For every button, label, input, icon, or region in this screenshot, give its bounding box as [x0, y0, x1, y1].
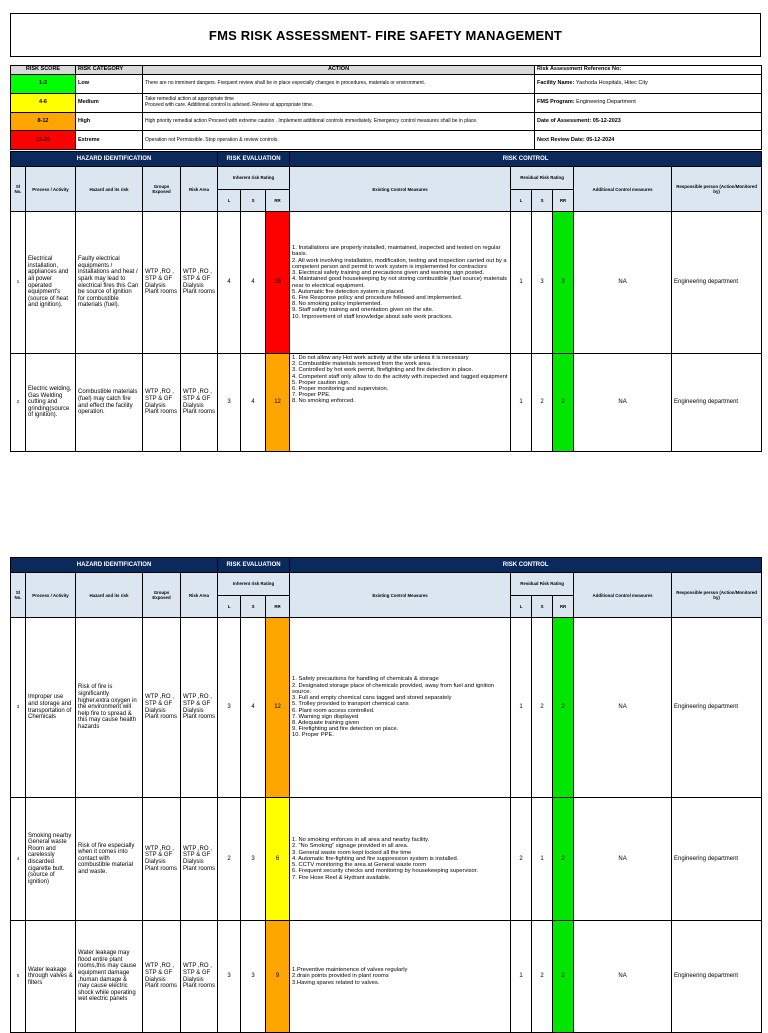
header-s: S: [241, 189, 266, 212]
info-reference: Risk Assessment Reference No:: [535, 66, 762, 75]
row-process: Improper use and storage and transportation of Chemicals: [26, 618, 76, 798]
row-responsible: Engineering department: [672, 618, 762, 798]
header-sl-no: Sl No.: [11, 573, 26, 618]
row-rr: 16: [266, 212, 290, 354]
row-process: Electric welding, Gas Welding cutting and grinding(source of ignition).: [26, 354, 76, 452]
row-hazard: Risk of fire especially when it comes into contact with combustible material and waste.: [76, 798, 143, 921]
row-sl: 5: [11, 921, 26, 1033]
legend-action-medium: Take remedial action at appropriate time Proceed with care. Additional control is advised. Review at appropriate time.: [143, 93, 535, 112]
header-process: Process / Activity: [26, 167, 76, 212]
row-responsible: Engineering department: [672, 354, 762, 452]
row-sl: 1: [11, 212, 26, 354]
risk-table-1: [10, 151, 762, 452]
legend-score-high: 8-12: [11, 112, 76, 131]
row-controls: 1.Preventive maintenence of valves regularly 2.drain points provided in plant rooms 3.Having spares related to valves.: [290, 921, 511, 1033]
header-residual-s: S: [532, 595, 553, 618]
row-rr: 12: [266, 618, 290, 798]
row-rr: 6: [266, 798, 290, 921]
row-area: WTP ,RO , STP & GF Dialysis Plant rooms: [181, 618, 218, 798]
row-residual-l: 1: [511, 618, 532, 798]
header-responsible: Responsible person (Action/Monitored by): [672, 167, 762, 212]
header-residual: Residual Risk Rating: [511, 167, 574, 190]
row-controls: 1. Do not allow any Hot work activity at the site unless it is necessary 2. Combustible materials removed from the work area. 3. Controlled by hot work permit, firefighting and fire detection in place. 4. Competent staff only allow to do the activity with inspected and tagged equipment 5. Proper caution sign. 6. Proper monitoring and supervision. 7. Proper PPE. 8. No smoking enforced.: [290, 354, 511, 452]
row-residual-rr: 2: [553, 921, 574, 1033]
header-area: Risk Area: [181, 573, 218, 618]
legend-action-extreme: Operation not Permissible. Stop operation & review controls.: [143, 131, 535, 150]
info-facility: Facility Name: Yashoda Hospitals, Hitec City: [535, 75, 762, 94]
row-l: 3: [218, 921, 241, 1033]
header-hazard: Hazard and its risk: [76, 573, 143, 618]
header-hazard-identification: HAZARD IDENTIFICATION: [11, 152, 218, 167]
table-row: [11, 921, 762, 1033]
row-hazard: Risk of fire is significantly higher.extra oxygen in the environment will help fire to spread & this may cause health hazards: [76, 618, 143, 798]
header-responsible: Responsible person (Action/Monitored by): [672, 573, 762, 618]
header-l: L: [218, 595, 241, 618]
header-existing: Existing Control Measures: [290, 573, 511, 618]
row-responsible: Engineering department: [672, 921, 762, 1033]
row-area: WTP ,RO , STP & GF Dialysis Plant rooms: [181, 798, 218, 921]
row-residual-s: 2: [532, 354, 553, 452]
row-residual-s: 3: [532, 212, 553, 354]
header-residual-rr: RR: [553, 189, 574, 212]
page-title: FMS RISK ASSESSMENT- FIRE SAFETY MANAGEMENT: [10, 13, 761, 57]
table-row: [11, 618, 762, 798]
header-residual-s: S: [532, 189, 553, 212]
row-residual-rr: 2: [553, 618, 574, 798]
row-responsible: Engineering department: [672, 212, 762, 354]
legend-action-high: High priority remedial action Proceed with extreme caution . Implement additional controls immediately. Emergency control measures shall be in place.: [143, 112, 535, 131]
row-groups: WTP ,RO , STP & GF Dialysis Plant rooms: [143, 798, 181, 921]
row-controls: 1. Safety precautions for handling of chemicals & storage 2. Designated storage place of chemicals provided, away from fuel and ignition source. 3. Full and empty chemical cans tagged and stored separately 5. Trolley provided to transport chemical cans 6. Plant room access controlled. 7. Warning sign displayed 8. Adequate training given 9. Firefighting and fire detection on place. 10. Proper PPE.: [290, 618, 511, 798]
table-row: [11, 212, 762, 354]
row-l: 3: [218, 618, 241, 798]
header-inherent: Inherent risk Rating: [218, 167, 290, 190]
row-hazard: Combustible materials (fuel) may catch fire and effect the facility operation.: [76, 354, 143, 452]
row-rr: 12: [266, 354, 290, 452]
row-process: Electrical installation, appliances and all power operated equipment's (source of heat and ignition).: [26, 212, 76, 354]
header-residual-l: L: [511, 595, 532, 618]
legend-category-extreme: Extreme: [76, 131, 143, 150]
row-area: WTP ,RO , STP & GF Dialysis Plant rooms: [181, 354, 218, 452]
row-sl: 3: [11, 618, 26, 798]
info-date-assessment: Date of Assessment: 05-12-2023: [535, 112, 762, 131]
info-next-review: Next Review Date: 05-12-2024: [535, 131, 762, 150]
header-groups: Groups Exposed: [143, 167, 181, 212]
row-s: 4: [241, 212, 266, 354]
row-residual-s: 2: [532, 618, 553, 798]
table-row: [11, 798, 762, 921]
risk-table-2: [10, 557, 762, 1033]
header-hazard-identification: HAZARD IDENTIFICATION: [11, 558, 218, 573]
header-rr: RR: [266, 189, 290, 212]
legend-score-medium: 4-6: [11, 93, 76, 112]
row-groups: WTP ,RO , STP & GF Dialysis Plant rooms: [143, 921, 181, 1033]
header-risk-control: RISK CONTROL: [290, 558, 762, 573]
row-sl: 2: [11, 354, 26, 452]
header-rr: RR: [266, 595, 290, 618]
row-process: Smoking nearby General waste Room and carelessly discarded cigarette butt. (source of ignition): [26, 798, 76, 921]
header-additional: Additional Control measures: [574, 167, 672, 212]
row-area: WTP ,RO , STP & GF Dialysis Plant rooms: [181, 212, 218, 354]
row-s: 4: [241, 354, 266, 452]
row-area: WTP ,RO , STP & GF Dialysis Plant rooms: [181, 921, 218, 1033]
table-row: [11, 354, 762, 452]
row-sl: 4: [11, 798, 26, 921]
header-process: Process / Activity: [26, 573, 76, 618]
legend-header-score: RISK SCORE: [11, 66, 76, 75]
risk-legend-table: [10, 65, 762, 150]
header-hazard: Hazard and its risk: [76, 167, 143, 212]
row-residual-s: 1: [532, 798, 553, 921]
legend-header-action: ACTION: [143, 66, 535, 75]
header-s: S: [241, 595, 266, 618]
header-residual: Residual Risk Rating: [511, 573, 574, 596]
row-additional: NA: [574, 618, 672, 798]
row-controls: 1. No smoking enforces in all area and nearby facility. 2. "No Smoking" signage provided in all area. 3. General waste room kept locked all the time 4. Automatic fire-fighting and fire suppression system is installed. 5. CCTV monitoring the area at General waste room 6. Frequent security checks and monitoring by housekeeping supervisor. 7. Fire Hose Reel & Hydrant available.: [290, 798, 511, 921]
row-residual-rr: 3: [553, 212, 574, 354]
header-residual-l: L: [511, 189, 532, 212]
row-s: 3: [241, 921, 266, 1033]
row-hazard: Water leakage may flood entire plant rooms,this may cause equipment damage ,human damage & may cause electric shock while operating wet electric panels: [76, 921, 143, 1033]
header-area: Risk Area: [181, 167, 218, 212]
legend-score-low: 1-3: [11, 75, 76, 94]
row-l: 4: [218, 212, 241, 354]
header-l: L: [218, 189, 241, 212]
row-l: 3: [218, 354, 241, 452]
header-additional: Additional Control measures: [574, 573, 672, 618]
row-groups: WTP ,RO , STP & GF Dialysis Plant rooms: [143, 212, 181, 354]
row-controls: 1. Installations are properly installed, maintained, inspected and tested on regular basis. 2. All work involving installation, modification, testing and inspection carried out by a competent person and permit to work system is implemented for contractors 3. Electrical safety training and precautions given and warning sign posted. 4. Maintained good housekeeping by not storing combustible (fuel source) materials near to electrical equipment. 5. Automatic fire detection system is placed. 6. Fire Response policy and procedure followed and implemented. 8. No smoking policy implemented. 9. Staff safety training and orientation given on the site. 10. Improvement of staff knowledge about safe work practices.: [290, 212, 511, 354]
row-responsible: Engineering department: [672, 798, 762, 921]
row-s: 4: [241, 618, 266, 798]
row-groups: WTP ,RO , STP & GF Dialysis Plant rooms: [143, 618, 181, 798]
legend-category-low: Low: [76, 75, 143, 94]
row-residual-l: 1: [511, 212, 532, 354]
row-residual-l: 1: [511, 921, 532, 1033]
row-residual-l: 1: [511, 354, 532, 452]
header-inherent: Inherent risk Rating: [218, 573, 290, 596]
row-hazard: Faulty electrical equipments / installations and heat / spark may lead to electrical fires this Can be source of ignition for combustible materials (fuel).: [76, 212, 143, 354]
row-additional: NA: [574, 212, 672, 354]
header-risk-control: RISK CONTROL: [290, 152, 762, 167]
row-residual-l: 2: [511, 798, 532, 921]
row-residual-s: 2: [532, 921, 553, 1033]
header-groups: Groups Exposed: [143, 573, 181, 618]
row-residual-rr: 2: [553, 798, 574, 921]
header-risk-evaluation: RISK EVALUATION: [218, 152, 290, 167]
row-rr: 9: [266, 921, 290, 1033]
legend-action-low: There are no imminent dangers. Frequent review shall be in place especially changes in procedures, materials or environment.: [143, 75, 535, 94]
header-existing: Existing Control Measures: [290, 167, 511, 212]
row-process: Water leakage through valves & filters: [26, 921, 76, 1033]
row-s: 3: [241, 798, 266, 921]
row-additional: NA: [574, 798, 672, 921]
legend-category-medium: Medium: [76, 93, 143, 112]
legend-score-extreme: 15-25: [11, 131, 76, 150]
header-residual-rr: RR: [553, 595, 574, 618]
row-groups: WTP ,RO , STP & GF Dialysis Plant rooms: [143, 354, 181, 452]
info-program: FMS Program: Engineering Department: [535, 93, 762, 112]
legend-header-category: RISK CATEGORY: [76, 66, 143, 75]
row-additional: NA: [574, 354, 672, 452]
header-sl-no: Sl No.: [11, 167, 26, 212]
row-l: 2: [218, 798, 241, 921]
row-residual-rr: 2: [553, 354, 574, 452]
row-additional: NA: [574, 921, 672, 1033]
header-risk-evaluation: RISK EVALUATION: [218, 558, 290, 573]
legend-category-high: High: [76, 112, 143, 131]
